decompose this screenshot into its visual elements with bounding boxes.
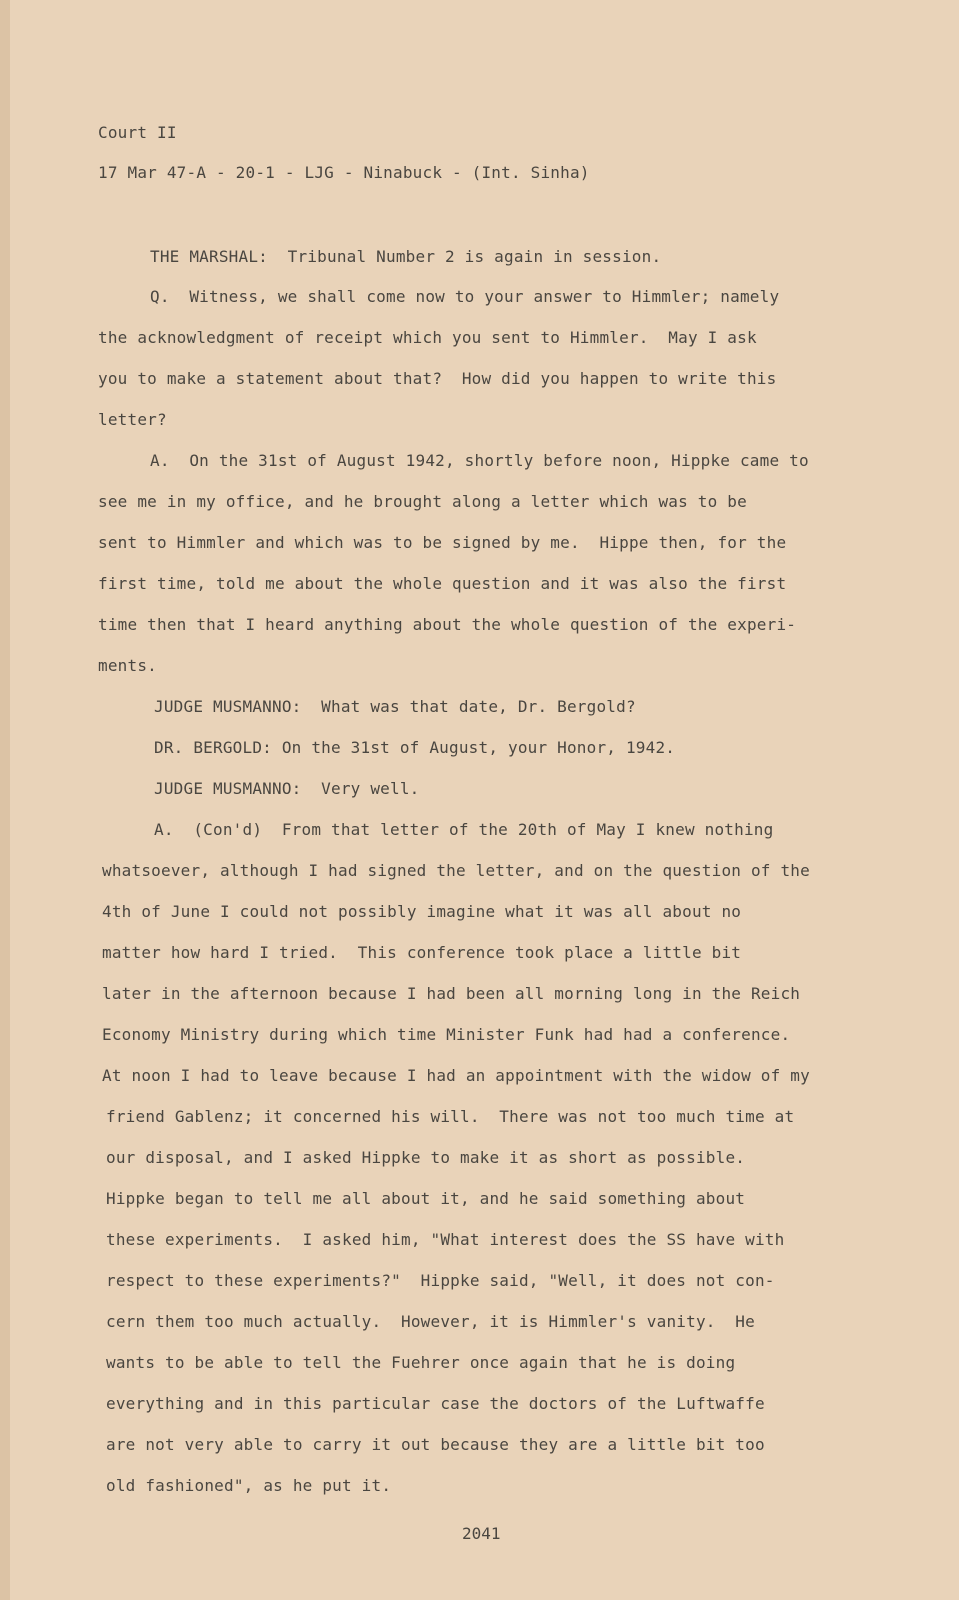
transcript-line: see me in my office, and he brought along a letter which was to be <box>98 492 747 511</box>
transcript-line: letter? <box>98 410 167 429</box>
court-header: Court II <box>98 123 177 142</box>
transcript-line: cern them too much actually. However, it is Himmler's vanity. He <box>106 1312 755 1331</box>
transcript-line: are not very able to carry it out because they are a little bit too <box>106 1435 765 1454</box>
transcript-line: our disposal, and I asked Hippke to make it as short as possible. <box>106 1148 746 1167</box>
transcript-line: respect to these experiments?" Hippke said, "Well, it does not con- <box>106 1271 775 1290</box>
transcript-line: ments. <box>98 656 157 675</box>
session-line: 17 Mar 47-A - 20-1 - LJG - Ninabuck - (Int. Sinha) <box>98 163 590 182</box>
transcript-line: Economy Ministry during which time Minister Funk had had a conference. <box>102 1025 791 1044</box>
transcript-line: matter how hard I tried. This conference took place a little bit <box>102 943 742 962</box>
transcript-line: Hippke began to tell me all about it, and he said something about <box>106 1189 746 1208</box>
transcript-line: JUDGE MUSMANNO: Very well. <box>154 779 420 798</box>
transcript-line: friend Gablenz; it concerned his will. There was not too much time at <box>106 1107 795 1126</box>
transcript-line: JUDGE MUSMANNO: What was that date, Dr. Bergold? <box>154 697 636 716</box>
transcript-line: A. On the 31st of August 1942, shortly before noon, Hippke came to <box>150 451 809 470</box>
transcript-line: whatsoever, although I had signed the letter, and on the question of the <box>102 861 810 880</box>
transcript-line: first time, told me about the whole question and it was also the first <box>98 574 787 593</box>
transcript-line: the acknowledgment of receipt which you sent to Himmler. May I ask <box>98 328 757 347</box>
transcript-line: THE MARSHAL: Tribunal Number 2 is again in session. <box>150 247 662 266</box>
transcript-line: old fashioned", as he put it. <box>106 1476 392 1495</box>
transcript-line: 4th of June I could not possibly imagine what it was all about no <box>102 902 742 921</box>
transcript-line: you to make a statement about that? How did you happen to write this <box>98 369 777 388</box>
transcript-line: At noon I had to leave because I had an appointment with the widow of my <box>102 1066 810 1085</box>
transcript-line: time then that I heard anything about the whole question of the experi- <box>98 615 797 634</box>
transcript-line: DR. BERGOLD: On the 31st of August, your Honor, 1942. <box>154 738 676 757</box>
transcript-line: wants to be able to tell the Fuehrer once again that he is doing <box>106 1353 736 1372</box>
transcript-line: everything and in this particular case the doctors of the Luftwaffe <box>106 1394 765 1413</box>
transcript-line: A. (Con'd) From that letter of the 20th of May I knew nothing <box>154 820 774 839</box>
transcript-line: these experiments. I asked him, "What interest does the SS have with <box>106 1230 785 1249</box>
transcript-line: later in the afternoon because I had been all morning long in the Reich <box>102 984 801 1003</box>
transcript-line: Q. Witness, we shall come now to your answer to Himmler; namely <box>150 287 780 306</box>
transcript-line: sent to Himmler and which was to be signed by me. Hippe then, for the <box>98 533 787 552</box>
page-number: 2041 <box>462 1524 501 1543</box>
